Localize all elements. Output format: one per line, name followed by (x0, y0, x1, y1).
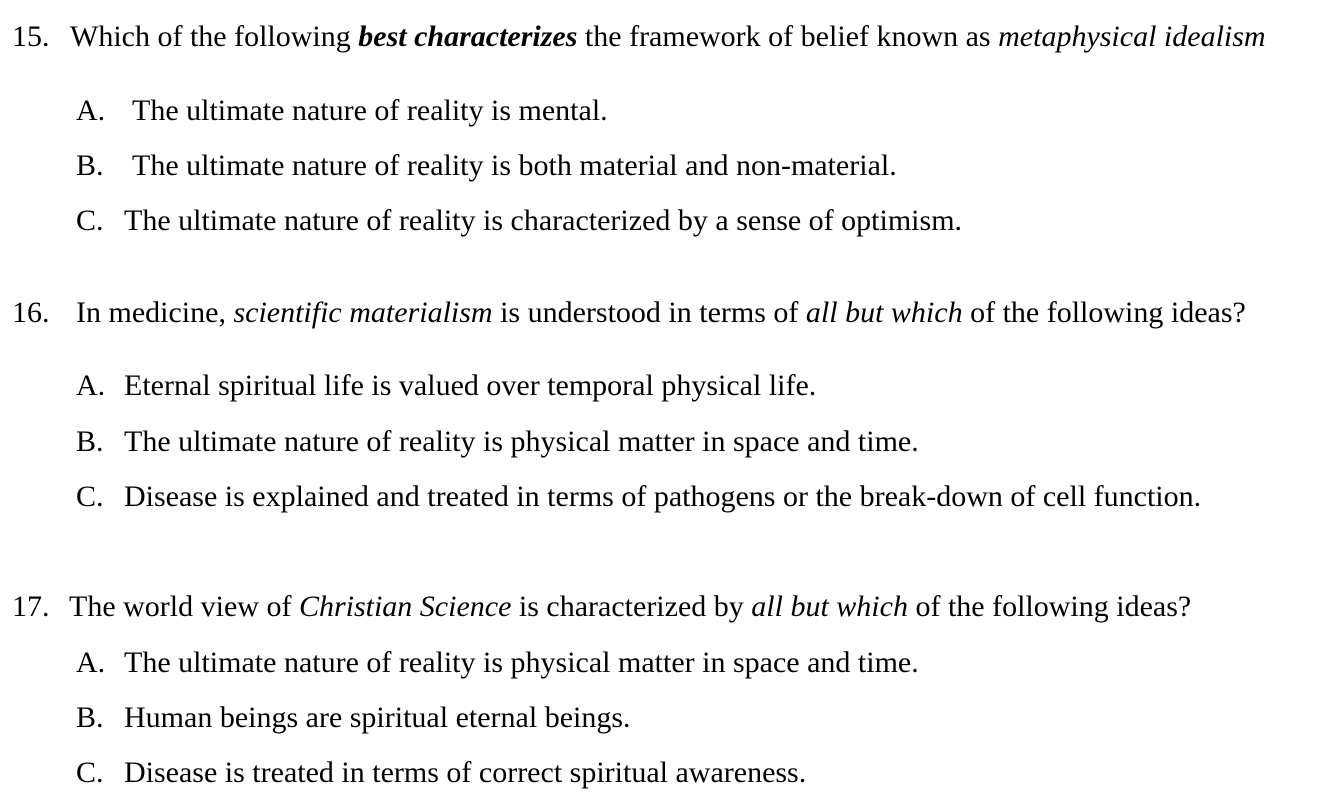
option-text: Eternal spiritual life is valued over temporal physical life. (124, 369, 817, 402)
option-15-c[interactable] (76, 206, 962, 236)
option-letter: B. (76, 425, 104, 458)
option-17-a[interactable] (76, 648, 919, 678)
option-17-b[interactable] (76, 703, 631, 733)
option-text: Human beings are spiritual eternal beings. (124, 701, 631, 734)
option-letter: A. (76, 646, 106, 679)
option-15-a[interactable] (76, 96, 608, 126)
question-number: 17. (12, 590, 50, 623)
question-text: Which of the following best characterizes the framework of belief known as metaphysical idealism (70, 20, 1266, 53)
option-text: The ultimate nature of reality is mental. (132, 94, 608, 127)
option-15-b[interactable] (76, 151, 897, 181)
option-letter: C. (76, 756, 104, 789)
option-letter: A. (76, 94, 106, 127)
option-16-c[interactable] (76, 482, 1201, 512)
option-letter: B. (76, 701, 104, 734)
question-17 (12, 592, 1191, 622)
option-letter: C. (76, 204, 104, 237)
question-text: In medicine, scientific materialism is understood in terms of all but which of the following ideas? (76, 296, 1246, 329)
option-text: The ultimate nature of reality is characterized by a sense of optimism. (124, 204, 963, 237)
question-16 (12, 298, 1246, 328)
option-letter: A. (76, 369, 106, 402)
option-text: Disease is treated in terms of correct spiritual awareness. (124, 756, 807, 789)
question-number: 16. (12, 296, 50, 329)
question-text: The world view of Christian Science is characterized by all but which of the following ideas? (69, 590, 1192, 623)
option-16-b[interactable] (76, 427, 919, 457)
option-text: Disease is explained and treated in terms of pathogens or the break-down of cell function. (124, 480, 1202, 513)
question-number: 15. (12, 20, 50, 53)
option-letter: C. (76, 480, 104, 513)
option-16-a[interactable] (76, 371, 816, 401)
option-text: The ultimate nature of reality is physical matter in space and time. (124, 425, 919, 458)
option-letter: B. (76, 149, 104, 182)
question-15 (12, 22, 1266, 52)
option-text: The ultimate nature of reality is both material and non-material. (132, 149, 897, 182)
option-text: The ultimate nature of reality is physical matter in space and time. (124, 646, 919, 679)
option-17-c[interactable] (76, 758, 806, 788)
